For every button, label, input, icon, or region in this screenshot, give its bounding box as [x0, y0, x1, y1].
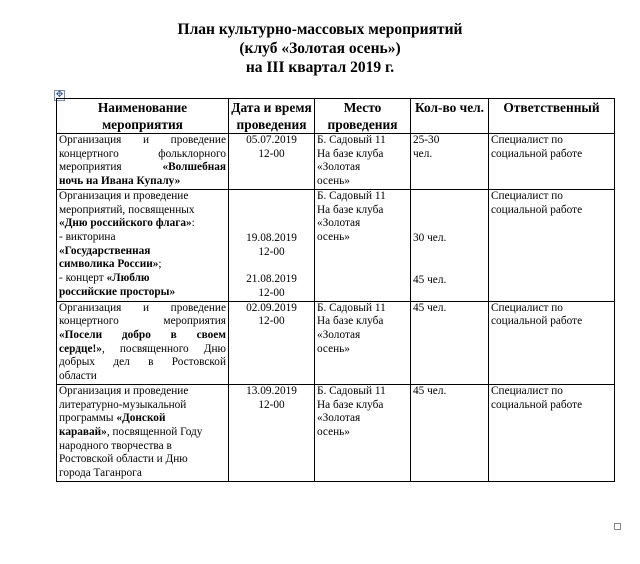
count-cell: 45 чел.	[411, 301, 489, 384]
header-count: Кол-во чел.	[411, 99, 489, 134]
responsible-cell: Специалист по социальной работе	[489, 134, 615, 190]
document-title	[0, 20, 640, 77]
place-cell: Б. Садовый 11 На базе клуба «Золотая осень»	[315, 301, 411, 384]
count-cell: 25-30 чел.	[411, 134, 489, 190]
header-responsible: Ответственный	[489, 99, 615, 134]
table-move-handle-icon[interactable]: ✥	[55, 90, 64, 100]
place-cell: Б. Садовый 11 На базе клуба «Золотая осень»	[315, 384, 411, 481]
date-cell: 05.07.2019 12-00	[229, 134, 315, 190]
table-resize-handle[interactable]	[614, 523, 621, 530]
date-cell: 13.09.2019 12-00	[229, 384, 315, 481]
table-row	[57, 301, 615, 384]
date-cell: 19.08.2019 12-00 21.08.2019 12-00	[229, 189, 315, 301]
count-cell: 45 чел.	[411, 384, 489, 481]
place-cell: Б. Садовый 11 На базе клуба «Золотая осень»	[315, 189, 411, 301]
place-cell: Б. Садовый 11 На базе клуба «Золотая осень»	[315, 134, 411, 190]
title-line-2: (клуб «Золотая осень»)	[239, 40, 401, 57]
header-place: Место проведения	[315, 99, 411, 134]
date-cell: 02.09.2019 12-00	[229, 301, 315, 384]
event-cell: Организация и проведение мероприятий, посвященных «Дню российского флага»: - викторина «Государственная символика России»; - концерт «Люблю российские просторы»	[57, 189, 229, 301]
responsible-cell: Специалист по социальной работе	[489, 384, 615, 481]
table-row	[57, 189, 615, 301]
count-cell: 30 чел. 45 чел.	[411, 189, 489, 301]
title-line-3: на III квартал 2019 г.	[245, 59, 395, 76]
event-cell: Организация и проведение концертного мероприятия «Посели добро в своем сердце!», посвященного Дню добрых дел в Ростовской области	[57, 301, 229, 384]
table-header-row	[57, 99, 615, 134]
table-row	[57, 134, 615, 190]
events-table	[56, 98, 615, 482]
title-line-1: План культурно-массовых мероприятий	[177, 21, 463, 38]
event-cell: Организация и проведение литературно-музыкальной программы «Донской каравай», посвященной Году народного творчества в Ростовской области и Дню города Таганрога	[57, 384, 229, 481]
header-date: Дата и время проведения	[229, 99, 315, 134]
responsible-cell: Специалист по социальной работе	[489, 189, 615, 301]
event-cell: Организация и проведение концертного фольклорного мероприятия «Волшебная ночь на Ивана Купалу»	[57, 134, 229, 190]
responsible-cell: Специалист по социальной работе	[489, 301, 615, 384]
header-event: Наименование мероприятия	[57, 99, 229, 134]
table-row	[57, 384, 615, 481]
